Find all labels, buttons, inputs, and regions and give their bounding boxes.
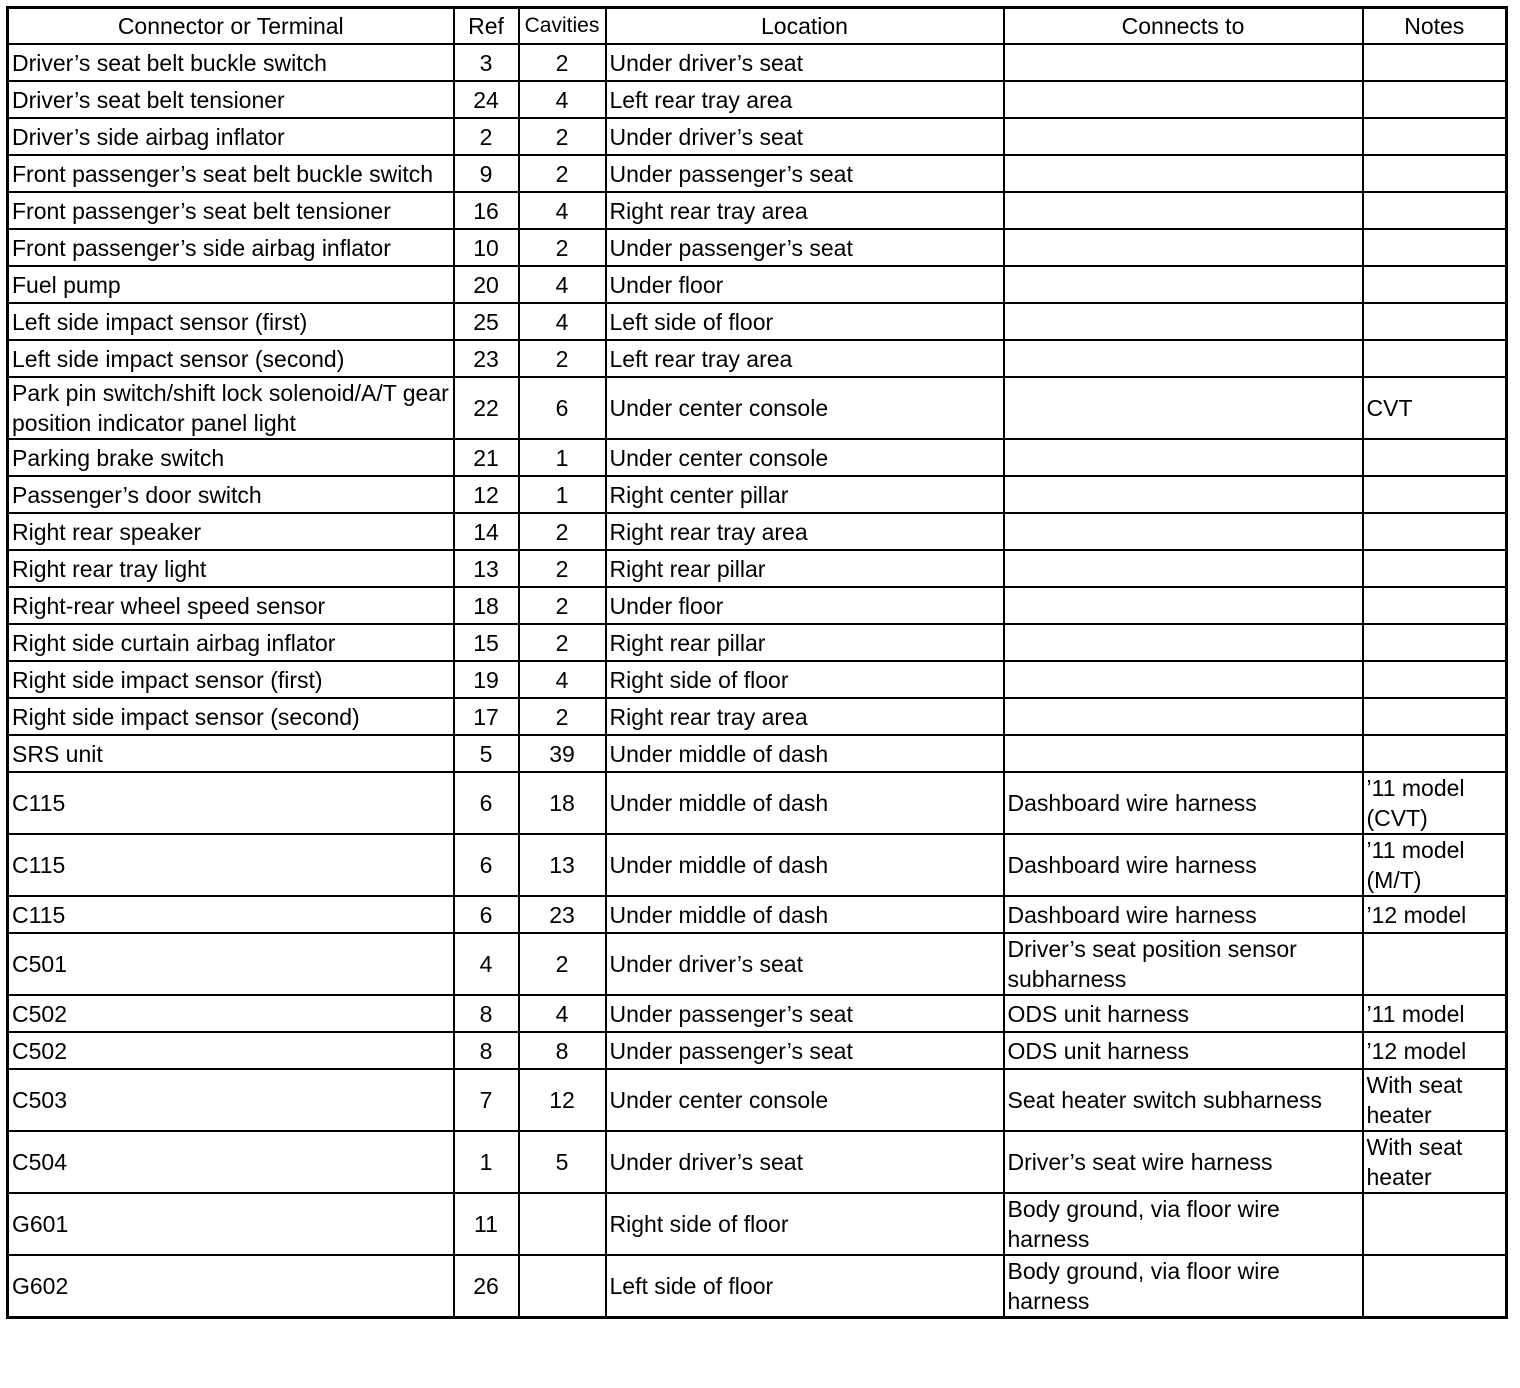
- connector-cell: Right side impact sensor (second): [8, 698, 454, 735]
- connects-to-cell: [1004, 229, 1363, 266]
- cavities-cell: 2: [519, 513, 606, 550]
- ref-cell: 25: [454, 303, 519, 340]
- location-cell: Under middle of dash: [606, 772, 1004, 834]
- location-cell: Right side of floor: [606, 1193, 1004, 1255]
- connector-cell: Left side impact sensor (first): [8, 303, 454, 340]
- table-row: [8, 772, 1507, 834]
- cavities-cell: 2: [519, 118, 606, 155]
- ref-cell: 6: [454, 772, 519, 834]
- location-cell: Right rear pillar: [606, 550, 1004, 587]
- table-row: [8, 624, 1507, 661]
- connects-to-cell: [1004, 303, 1363, 340]
- header-location: Location: [606, 8, 1004, 45]
- table-row: [8, 698, 1507, 735]
- location-cell: Right rear tray area: [606, 513, 1004, 550]
- table-row: [8, 834, 1507, 896]
- connector-cell: Driver’s seat belt tensioner: [8, 81, 454, 118]
- connects-to-cell: [1004, 44, 1363, 81]
- connector-cell: G602: [8, 1255, 454, 1318]
- ref-cell: 16: [454, 192, 519, 229]
- table-row: [8, 550, 1507, 587]
- ref-cell: 8: [454, 995, 519, 1032]
- location-cell: Under floor: [606, 587, 1004, 624]
- location-cell: Under passenger’s seat: [606, 995, 1004, 1032]
- table-row: [8, 1193, 1507, 1255]
- ref-cell: 22: [454, 377, 519, 439]
- cavities-cell: 2: [519, 44, 606, 81]
- header-notes: Notes: [1363, 8, 1507, 45]
- connects-to-cell: Body ground, via floor wire harness: [1004, 1255, 1363, 1318]
- notes-cell: [1363, 587, 1507, 624]
- table-row: [8, 661, 1507, 698]
- connects-to-cell: Dashboard wire harness: [1004, 772, 1363, 834]
- notes-cell: ’12 model: [1363, 1032, 1507, 1069]
- cavities-cell: 6: [519, 377, 606, 439]
- ref-cell: 2: [454, 118, 519, 155]
- notes-cell: [1363, 933, 1507, 995]
- location-cell: Right rear pillar: [606, 624, 1004, 661]
- cavities-cell: 4: [519, 303, 606, 340]
- connector-cell: C504: [8, 1131, 454, 1193]
- notes-cell: [1363, 44, 1507, 81]
- notes-cell: ’11 model (M/T): [1363, 834, 1507, 896]
- header-connector: Connector or Terminal: [8, 8, 454, 45]
- connector-cell: C502: [8, 1032, 454, 1069]
- location-cell: Under passenger’s seat: [606, 1032, 1004, 1069]
- location-cell: Under center console: [606, 439, 1004, 476]
- connects-to-cell: Driver’s seat wire harness: [1004, 1131, 1363, 1193]
- connector-cell: C115: [8, 772, 454, 834]
- table-row: [8, 377, 1507, 439]
- connector-cell: Front passenger’s seat belt buckle switch: [8, 155, 454, 192]
- connects-to-cell: Driver’s seat position sensor subharness: [1004, 933, 1363, 995]
- connects-to-cell: [1004, 118, 1363, 155]
- cavities-cell: 23: [519, 896, 606, 933]
- notes-cell: [1363, 661, 1507, 698]
- connector-cell: C502: [8, 995, 454, 1032]
- notes-cell: [1363, 735, 1507, 772]
- connector-cell: Right side curtain airbag inflator: [8, 624, 454, 661]
- notes-cell: [1363, 192, 1507, 229]
- connector-cell: C501: [8, 933, 454, 995]
- location-cell: Under center console: [606, 377, 1004, 439]
- connects-to-cell: [1004, 698, 1363, 735]
- connects-to-cell: Body ground, via floor wire harness: [1004, 1193, 1363, 1255]
- location-cell: Under center console: [606, 1069, 1004, 1131]
- cavities-cell: 4: [519, 661, 606, 698]
- ref-cell: 10: [454, 229, 519, 266]
- location-cell: Left side of floor: [606, 303, 1004, 340]
- connects-to-cell: ODS unit harness: [1004, 995, 1363, 1032]
- ref-cell: 24: [454, 81, 519, 118]
- connects-to-cell: [1004, 439, 1363, 476]
- header-row: [8, 8, 1507, 45]
- ref-cell: 5: [454, 735, 519, 772]
- location-cell: Under passenger’s seat: [606, 155, 1004, 192]
- connects-to-cell: [1004, 266, 1363, 303]
- cavities-cell: 39: [519, 735, 606, 772]
- connector-cell: C115: [8, 896, 454, 933]
- notes-cell: [1363, 698, 1507, 735]
- header-connects-to: Connects to: [1004, 8, 1363, 45]
- cavities-cell: 2: [519, 340, 606, 377]
- connects-to-cell: [1004, 661, 1363, 698]
- notes-cell: [1363, 118, 1507, 155]
- notes-cell: [1363, 550, 1507, 587]
- cavities-cell: [519, 1255, 606, 1318]
- notes-cell: ’12 model: [1363, 896, 1507, 933]
- connects-to-cell: [1004, 340, 1363, 377]
- connects-to-cell: Dashboard wire harness: [1004, 896, 1363, 933]
- table-row: [8, 303, 1507, 340]
- notes-cell: [1363, 1193, 1507, 1255]
- notes-cell: With seat heater: [1363, 1131, 1507, 1193]
- connects-to-cell: [1004, 513, 1363, 550]
- ref-cell: 3: [454, 44, 519, 81]
- table-row: [8, 995, 1507, 1032]
- ref-cell: 4: [454, 933, 519, 995]
- header-ref: Ref: [454, 8, 519, 45]
- notes-cell: [1363, 155, 1507, 192]
- connector-cell: SRS unit: [8, 735, 454, 772]
- ref-cell: 8: [454, 1032, 519, 1069]
- table-row: [8, 1255, 1507, 1318]
- cavities-cell: 18: [519, 772, 606, 834]
- cavities-cell: 1: [519, 439, 606, 476]
- notes-cell: CVT: [1363, 377, 1507, 439]
- location-cell: Under passenger’s seat: [606, 229, 1004, 266]
- connector-cell: Driver’s side airbag inflator: [8, 118, 454, 155]
- notes-cell: [1363, 266, 1507, 303]
- connector-cell: G601: [8, 1193, 454, 1255]
- connects-to-cell: [1004, 587, 1363, 624]
- table-row: [8, 933, 1507, 995]
- ref-cell: 19: [454, 661, 519, 698]
- connector-cell: Driver’s seat belt buckle switch: [8, 44, 454, 81]
- ref-cell: 17: [454, 698, 519, 735]
- notes-cell: [1363, 229, 1507, 266]
- table-row: [8, 81, 1507, 118]
- notes-cell: With seat heater: [1363, 1069, 1507, 1131]
- notes-cell: ’11 model (CVT): [1363, 772, 1507, 834]
- ref-cell: 11: [454, 1193, 519, 1255]
- connects-to-cell: [1004, 735, 1363, 772]
- table-row: [8, 735, 1507, 772]
- connector-cell: Passenger’s door switch: [8, 476, 454, 513]
- connects-to-cell: [1004, 624, 1363, 661]
- table-row: [8, 44, 1507, 81]
- connects-to-cell: [1004, 550, 1363, 587]
- cavities-cell: 2: [519, 933, 606, 995]
- connector-cell: Front passenger’s side airbag inflator: [8, 229, 454, 266]
- notes-cell: [1363, 476, 1507, 513]
- cavities-cell: 4: [519, 266, 606, 303]
- location-cell: Right side of floor: [606, 661, 1004, 698]
- location-cell: Under driver’s seat: [606, 1131, 1004, 1193]
- cavities-cell: 1: [519, 476, 606, 513]
- ref-cell: 15: [454, 624, 519, 661]
- table-row: [8, 340, 1507, 377]
- location-cell: Left side of floor: [606, 1255, 1004, 1318]
- location-cell: Under middle of dash: [606, 735, 1004, 772]
- connector-cell: Front passenger’s seat belt tensioner: [8, 192, 454, 229]
- table-row: [8, 896, 1507, 933]
- connector-cell: Park pin switch/shift lock solenoid/A/T gear position indicator panel light: [8, 377, 454, 439]
- table-row: [8, 587, 1507, 624]
- table-row: [8, 229, 1507, 266]
- location-cell: Under floor: [606, 266, 1004, 303]
- connector-cell: C115: [8, 834, 454, 896]
- notes-cell: [1363, 439, 1507, 476]
- ref-cell: 18: [454, 587, 519, 624]
- notes-cell: [1363, 340, 1507, 377]
- ref-cell: 21: [454, 439, 519, 476]
- notes-cell: ’11 model: [1363, 995, 1507, 1032]
- ref-cell: 12: [454, 476, 519, 513]
- cavities-cell: 12: [519, 1069, 606, 1131]
- location-cell: Under driver’s seat: [606, 44, 1004, 81]
- table-row: [8, 118, 1507, 155]
- connector-cell: C503: [8, 1069, 454, 1131]
- table-row: [8, 192, 1507, 229]
- cavities-cell: 2: [519, 550, 606, 587]
- cavities-cell: 13: [519, 834, 606, 896]
- connector-cell: Fuel pump: [8, 266, 454, 303]
- ref-cell: 1: [454, 1131, 519, 1193]
- table-row: [8, 513, 1507, 550]
- ref-cell: 20: [454, 266, 519, 303]
- ref-cell: 14: [454, 513, 519, 550]
- ref-cell: 6: [454, 896, 519, 933]
- connects-to-cell: [1004, 81, 1363, 118]
- location-cell: Under driver’s seat: [606, 933, 1004, 995]
- location-cell: Right center pillar: [606, 476, 1004, 513]
- cavities-cell: 2: [519, 698, 606, 735]
- location-cell: Under driver’s seat: [606, 118, 1004, 155]
- table-row: [8, 155, 1507, 192]
- table-body: [8, 44, 1507, 1318]
- notes-cell: [1363, 624, 1507, 661]
- ref-cell: 23: [454, 340, 519, 377]
- table-row: [8, 266, 1507, 303]
- connects-to-cell: [1004, 377, 1363, 439]
- location-cell: Under middle of dash: [606, 896, 1004, 933]
- connector-cell: Right side impact sensor (first): [8, 661, 454, 698]
- notes-cell: [1363, 303, 1507, 340]
- connector-cell: Right rear tray light: [8, 550, 454, 587]
- connects-to-cell: [1004, 476, 1363, 513]
- ref-cell: 7: [454, 1069, 519, 1131]
- connector-cell: Parking brake switch: [8, 439, 454, 476]
- ref-cell: 6: [454, 834, 519, 896]
- ref-cell: 9: [454, 155, 519, 192]
- connects-to-cell: [1004, 192, 1363, 229]
- connects-to-cell: Seat heater switch subharness: [1004, 1069, 1363, 1131]
- location-cell: Left rear tray area: [606, 81, 1004, 118]
- connects-to-cell: ODS unit harness: [1004, 1032, 1363, 1069]
- connector-cell: Right-rear wheel speed sensor: [8, 587, 454, 624]
- cavities-cell: 8: [519, 1032, 606, 1069]
- cavities-cell: [519, 1193, 606, 1255]
- cavities-cell: 2: [519, 155, 606, 192]
- connector-table: [6, 6, 1508, 1319]
- ref-cell: 13: [454, 550, 519, 587]
- location-cell: Right rear tray area: [606, 698, 1004, 735]
- connects-to-cell: Dashboard wire harness: [1004, 834, 1363, 896]
- table-row: [8, 1032, 1507, 1069]
- cavities-cell: 2: [519, 229, 606, 266]
- cavities-cell: 4: [519, 192, 606, 229]
- location-cell: Under middle of dash: [606, 834, 1004, 896]
- cavities-cell: 5: [519, 1131, 606, 1193]
- table-row: [8, 476, 1507, 513]
- table-row: [8, 1131, 1507, 1193]
- ref-cell: 26: [454, 1255, 519, 1318]
- cavities-cell: 4: [519, 995, 606, 1032]
- table-row: [8, 439, 1507, 476]
- table-row: [8, 1069, 1507, 1131]
- notes-cell: [1363, 81, 1507, 118]
- cavities-cell: 2: [519, 587, 606, 624]
- notes-cell: [1363, 513, 1507, 550]
- location-cell: Left rear tray area: [606, 340, 1004, 377]
- header-cavities: Cavities: [519, 8, 606, 45]
- connector-cell: Right rear speaker: [8, 513, 454, 550]
- cavities-cell: 4: [519, 81, 606, 118]
- location-cell: Right rear tray area: [606, 192, 1004, 229]
- cavities-cell: 2: [519, 624, 606, 661]
- notes-cell: [1363, 1255, 1507, 1318]
- connects-to-cell: [1004, 155, 1363, 192]
- connector-cell: Left side impact sensor (second): [8, 340, 454, 377]
